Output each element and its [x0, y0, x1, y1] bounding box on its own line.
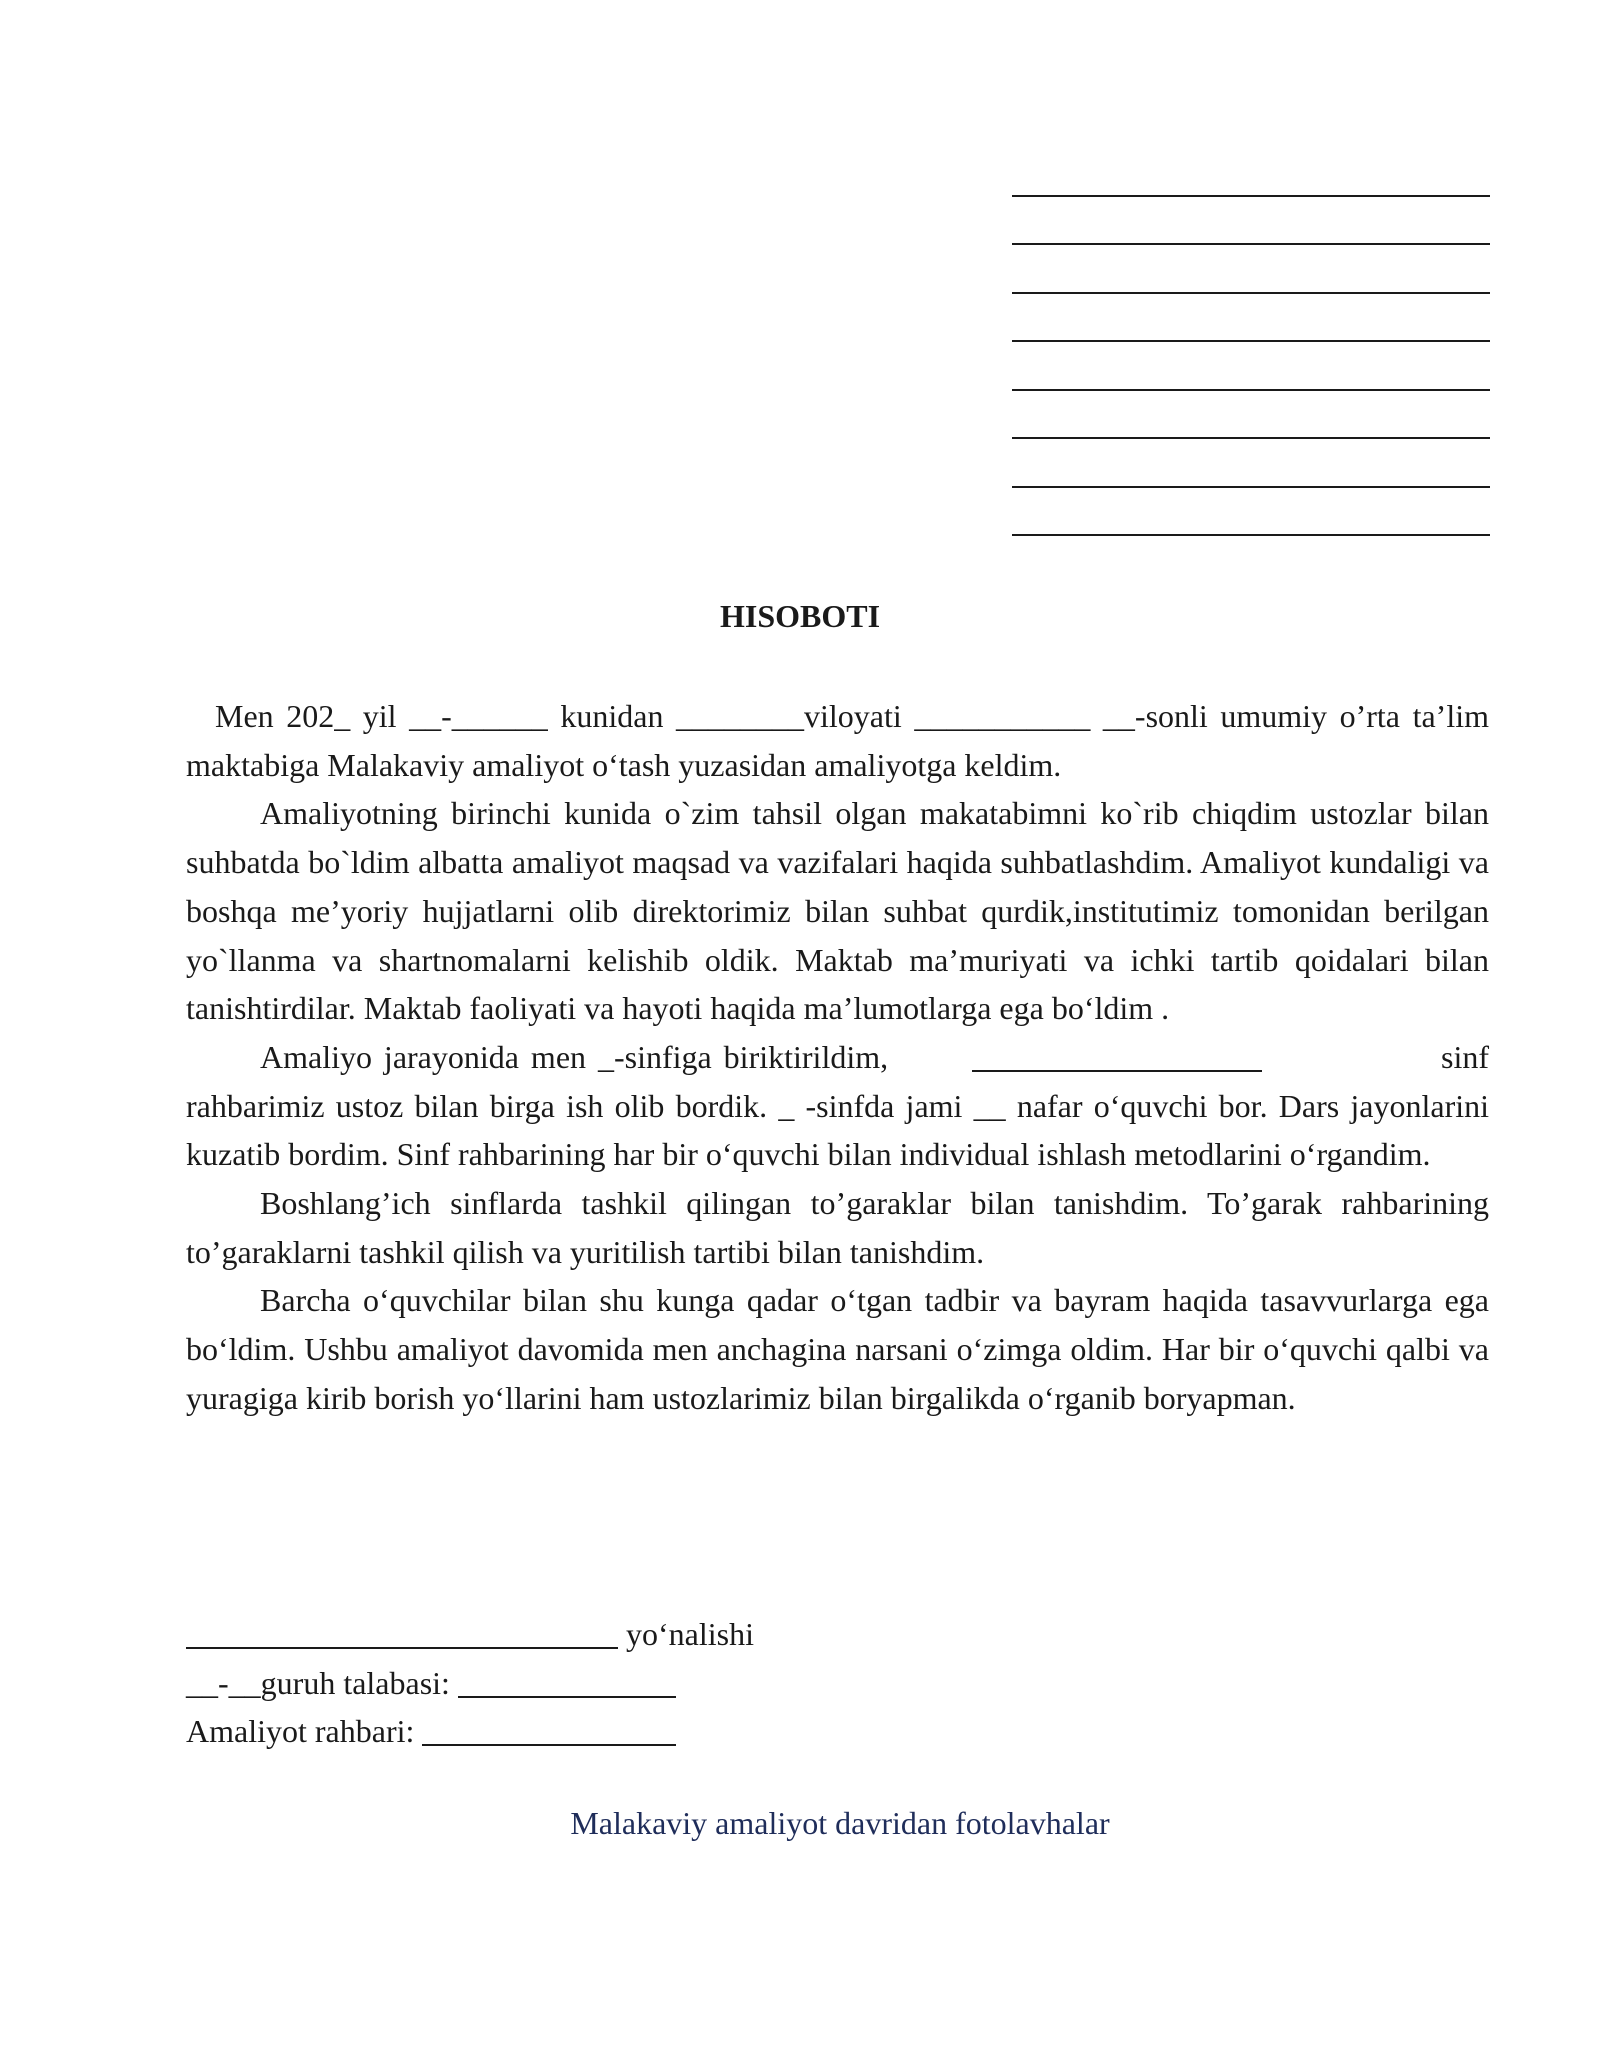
paragraph-conclusion: Barcha o‘quvchilar bilan shu kunga qadar o‘tgan tadbir va bayram haqida tasavvurlarga ega bo‘ldim. Ushbu amaliyot davomida men anchagina narsani o‘zimga oldim. Har bir o‘quvchi qalbi va yuragiga kirib borish yo‘llarini ham ustozlarimiz bilan birgalikda o‘rganib boryapman. — [186, 1282, 1489, 1416]
photo-caption: Malakaviy amaliyot davridan fotolavhalar — [570, 1805, 1110, 1841]
class-assignment-continued: sinf rahbarimiz ustoz bilan birga ish olib bordik. _ -sinfda jami __ nafar o‘quvchi bor. Dars jayonlarini kuzatib bordim. Sinf rahbarining har bir o‘quvchi bilan individual ishlash metodlarini o‘rgandim. — [186, 1038, 1490, 1173]
blank-line — [1012, 197, 1490, 246]
paragraph-first-day: Amaliyotning birinchi kunida o`zim tahsil olgan makatabimni ko`rib chiqdim ustozlar bilan suhbatda bo`ldim albatta amaliyot maqsad va vazifalari haqida suhbatlashdim. Amaliyot kundaligi va boshqa me’yoriy hujjatlarni olib direktorimiz bilan suhbat qurdik,institutimiz tomonidan berilgan yo`llanma va shartnomalarni kelishib oldik. Maktab ma’muriyati va ichki tartib qoidalari bilan tanishtirdilar. Maktab faoliyati va hayoti haqida ma’lumotlarga ega bo‘ldim . — [186, 795, 1489, 1027]
direction-blank — [186, 1617, 618, 1649]
direction-label: yo‘nalishi — [626, 1616, 754, 1652]
paragraph-clubs: Boshlang’ich sinflarda tashkil qilingan to’garaklar bilan tanishdim. To’garak rahbarining to’garaklarni tashkil qilish va yuritilish tartibi bilan tanishdim. — [186, 1185, 1489, 1270]
direction-row — [186, 1610, 754, 1659]
document-title: HISOBOTI — [719, 598, 881, 634]
class-assignment-text: Amaliyo jarayonida men _-sinfiga biriktirildim, — [260, 1038, 889, 1075]
supervisor-label: Amaliyot rahbari: — [186, 1713, 415, 1750]
group-student-label: __-__guruh talabasi: — [186, 1664, 450, 1701]
signature-address-block — [1012, 194, 1490, 536]
signature-footer — [186, 1610, 754, 1756]
blank-line — [1012, 488, 1490, 537]
supervisor-name-blank — [422, 1714, 676, 1746]
blank-line — [1012, 439, 1490, 488]
teacher-name-blank — [972, 1040, 1262, 1072]
paragraph-arrival: Men 202_ yil __-______ kunidan ________viloyati ___________ __-sonli umumiy o’rta ta’lim maktabiga Malakaviy amaliyot o‘tash yuzasidan amaliyotga keldim. — [186, 698, 1489, 783]
blank-line — [1012, 294, 1490, 343]
paragraph-class-assignment — [186, 1033, 1489, 1179]
supervisor-row — [186, 1707, 754, 1756]
group-student-row — [186, 1659, 754, 1708]
report-body — [186, 692, 1489, 1423]
blank-line — [1012, 245, 1490, 294]
blank-line — [1012, 391, 1490, 440]
student-name-blank — [458, 1666, 676, 1698]
blank-line — [1012, 342, 1490, 391]
